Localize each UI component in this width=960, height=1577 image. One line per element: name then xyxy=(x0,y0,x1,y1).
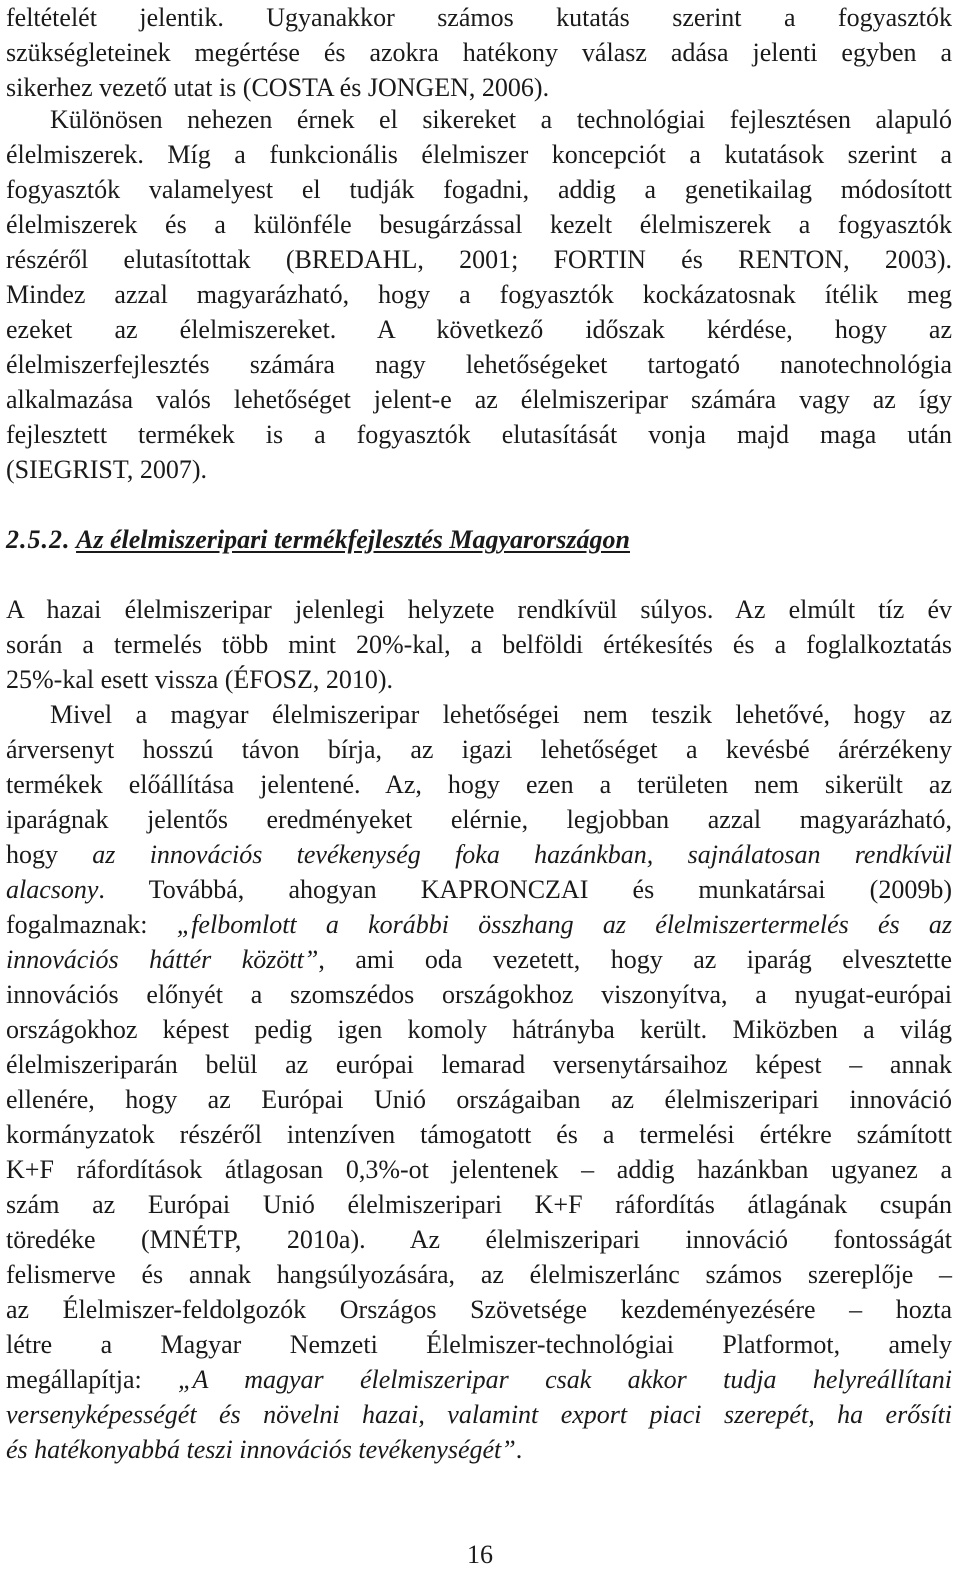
text-line: Mindez azzal magyarázható, hogy a fogyasztók kockázatosnak ítélik meg xyxy=(6,280,952,309)
text-line: fogyasztók valamelyest el tudják fogadni, addig a genetikailag módosított xyxy=(6,175,952,204)
text-line: 25%-kal esett vissza (ÉFOSZ, 2010). xyxy=(6,665,394,694)
text-line: K+F ráfordítások átlagosan 0,3%-ot jelentenek – addig hazánkban ugyanez a xyxy=(6,1155,952,1184)
page-number: 16 xyxy=(467,1540,493,1569)
text-line: létre a Magyar Nemzeti Élelmiszer-technológiai Platformot, amely xyxy=(6,1330,952,1359)
text-line: fogalmaznak: „felbomlott a korábbi összhang az élelmiszertermelés és az xyxy=(6,910,952,939)
text-line: alacsony. Továbbá, ahogyan KAPRONCZAI és munkatársai (2009b) xyxy=(6,875,952,904)
text-line: hogy az innovációs tevékenység foka hazánkban, sajnálatosan rendkívül xyxy=(6,840,953,869)
text-line: innovációs előnyét a szomszédos országokhoz viszonyítva, a nyugat-európai xyxy=(6,980,952,1009)
text-line: Mivel a magyar élelmiszeripar lehetőségei nem teszik lehetővé, hogy az xyxy=(50,700,952,729)
text-line: élelmiszerek és a különféle besugárzással kezelt élelmiszerek a fogyasztók xyxy=(6,210,952,239)
section-number: 2.5.2. xyxy=(6,525,71,554)
text-line: és hatékonyabbá teszi innovációs tevékenységét”. xyxy=(6,1435,523,1464)
text-line: szükségleteinek megértése és azokra hatékony válasz adása jelenti egyben a xyxy=(6,38,952,67)
text-line: ezeket az élelmiszereket. A következő időszak kérdése, hogy az xyxy=(6,315,952,344)
text-line: kormányzatok részéről intenzíven támogatott és a termelési értékre számított xyxy=(6,1120,952,1149)
text-line: országokhoz képest pedig igen komoly hátrányba került. Miközben a világ xyxy=(6,1015,952,1044)
text-line: alkalmazása valós lehetőséget jelent-e az élelmiszeripar számára vagy az így xyxy=(6,385,952,414)
text-line: innovációs háttér között”, ami oda vezetett, hogy az iparág elvesztette xyxy=(6,945,952,974)
text-line: Különösen nehezen érnek el sikereket a technológiai fejlesztésen alapuló xyxy=(50,105,952,134)
section-title: Az élelmiszeripari termékfejlesztés Magyarországon xyxy=(76,525,630,554)
text-line: részéről elutasítottak (BREDAHL, 2001; FORTIN és RENTON, 2003). xyxy=(6,245,952,274)
text-line: iparágnak jelentős eredményeket elérnie, legjobban azzal magyarázható, xyxy=(6,805,952,834)
text-line: szám az Európai Unió élelmiszeripari K+F ráfordítás átlagának csupán xyxy=(6,1190,952,1219)
text-line: sikerhez vezető utat is (COSTA és JONGEN, 2006). xyxy=(6,73,550,102)
text-line: megállapítja: „A magyar élelmiszeripar csak akkor tudja helyreállítani xyxy=(6,1365,952,1394)
text-line: felismerve és annak hangsúlyozására, az élelmiszerlánc számos szereplője – xyxy=(6,1260,952,1289)
text-line: termékek előállítása jelentené. Az, hogy ezen a területen nem sikerült az xyxy=(6,770,952,799)
text-line: fejlesztett termékek is a fogyasztók elutasítását vonja majd maga után xyxy=(6,420,952,449)
text-line: során a termelés több mint 20%-kal, a belföldi értékesítés és a foglalkoztatás xyxy=(6,630,952,659)
text-line: ellenére, hogy az Európai Unió országaiban az élelmiszeripari innováció xyxy=(6,1085,952,1114)
text-line: A hazai élelmiszeripar jelenlegi helyzete rendkívül súlyos. Az elmúlt tíz év xyxy=(6,595,952,624)
section-heading xyxy=(6,522,630,558)
text-line: élelmiszerfejlesztés számára nagy lehetőségeket tartogató nanotechnológia xyxy=(6,350,952,379)
text-line: élelmiszerek. Míg a funkcionális élelmiszer koncepciót a kutatások szerint a xyxy=(6,140,952,169)
text-line: versenyképességét és növelni hazai, valamint export piaci szerepét, ha erősíti xyxy=(6,1400,952,1429)
text-line: az Élelmiszer-feldolgozók Országos Szövetsége kezdeményezésére – hozta xyxy=(6,1295,952,1324)
text-line: élelmiszeriparán belül az európai lemarad versenytársaihoz képest – annak xyxy=(6,1050,952,1079)
text-line: árversenyt hosszú távon bírja, az igazi lehetőséget a kevésbé árérzékeny xyxy=(6,735,952,764)
text-line: töredéke (MNÉTP, 2010a). Az élelmiszeripari innováció fontosságát xyxy=(6,1225,952,1254)
text-line: (SIEGRIST, 2007). xyxy=(6,455,208,484)
text-line: feltételét jelentik. Ugyanakkor számos kutatás szerint a fogyasztók xyxy=(6,3,952,32)
